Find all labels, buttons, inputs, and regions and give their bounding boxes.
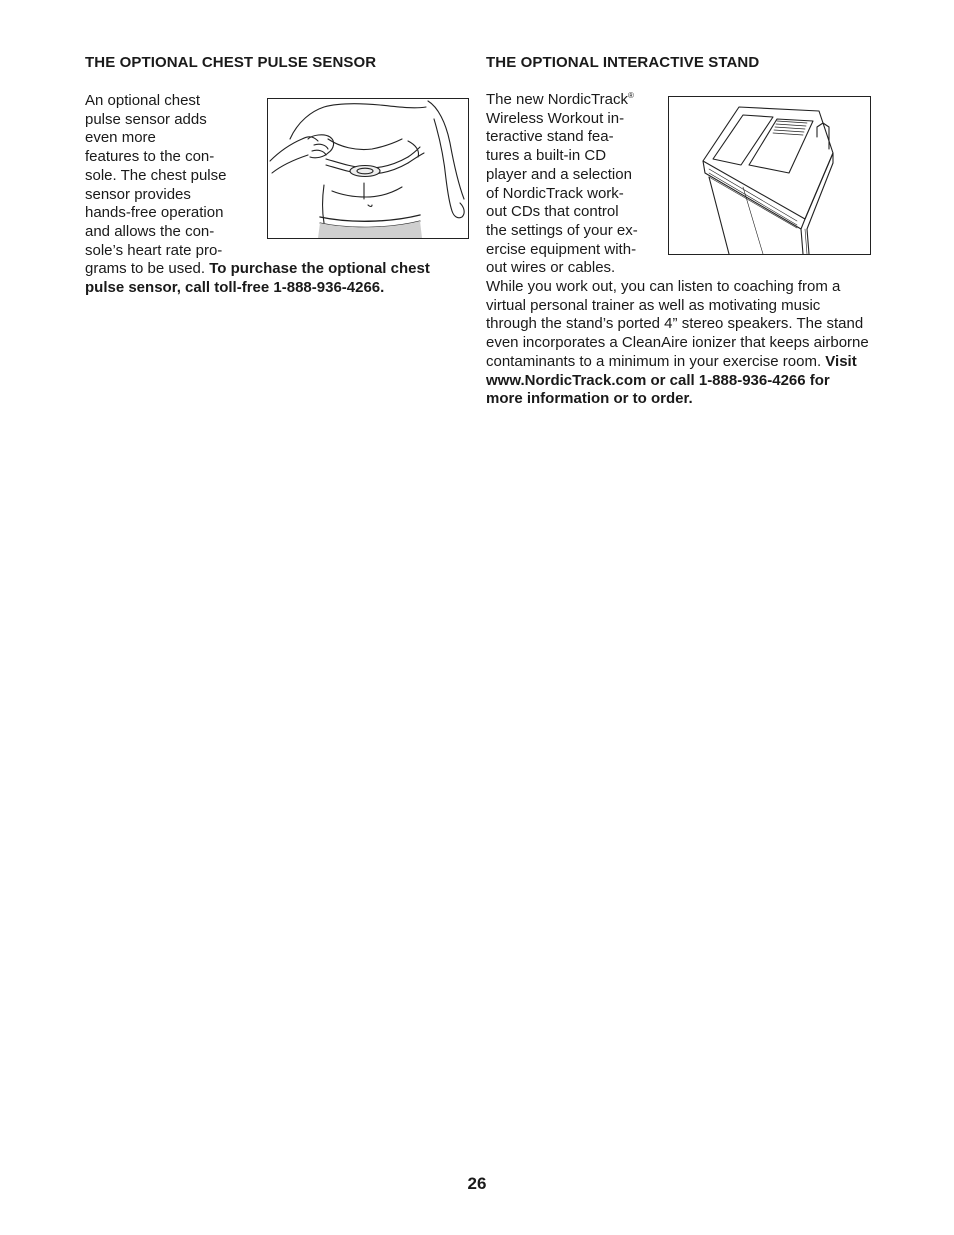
page-number: 26 [467,1174,487,1193]
interactive-stand-heading: THE OPTIONAL INTERACTIVE STAND [486,54,760,71]
stand-rest-text: While you work out, you can listen to coaching from a virtual personal trainer as well as motivating music through the stand’s ported 4” stereo speakers. The stand even incorporates a CleanAire ionizer that keeps airborne contaminants to a minimum in your exercise room. [486,278,869,370]
interactive-stand-illustration [668,96,871,255]
chest-sensor-rest-text: grams to be used. [85,260,210,278]
registered-mark: ® [628,91,634,100]
chest-sensor-purchase-info: To purchase the optional chest pulse sensor, call toll-free 1-888-936-4266. [85,260,430,297]
chest-sensor-heading: THE OPTIONAL CHEST PULSE SENSOR [85,54,377,71]
stand-order-info: Visit www.NordicTrack.com or call 1-888-936-4266 for more information or to order. [486,352,857,408]
chest-sensor-icon [268,99,468,238]
stand-intro-first: The new NordicTrack [486,91,628,108]
stand-intro-body: Wireless Workout in- teractive stand fea- tures a built-in CD player and a selection of NordicTrack work- out CDs that control the settings of your ex- ercise equipment with- out wires or cables. [486,109,638,277]
chest-sensor-intro: An optional chest pulse sensor adds even more features to the con- sole. The chest pulse sensor provides hands-free operation and allows the con- sole’s heart rate pro- [85,92,227,259]
chest-pulse-sensor-illustration [267,98,469,239]
interactive-stand-icon [669,97,870,254]
interactive-stand-continued [486,278,870,409]
interactive-stand-intro [486,91,656,278]
chest-sensor-continued [85,260,455,297]
